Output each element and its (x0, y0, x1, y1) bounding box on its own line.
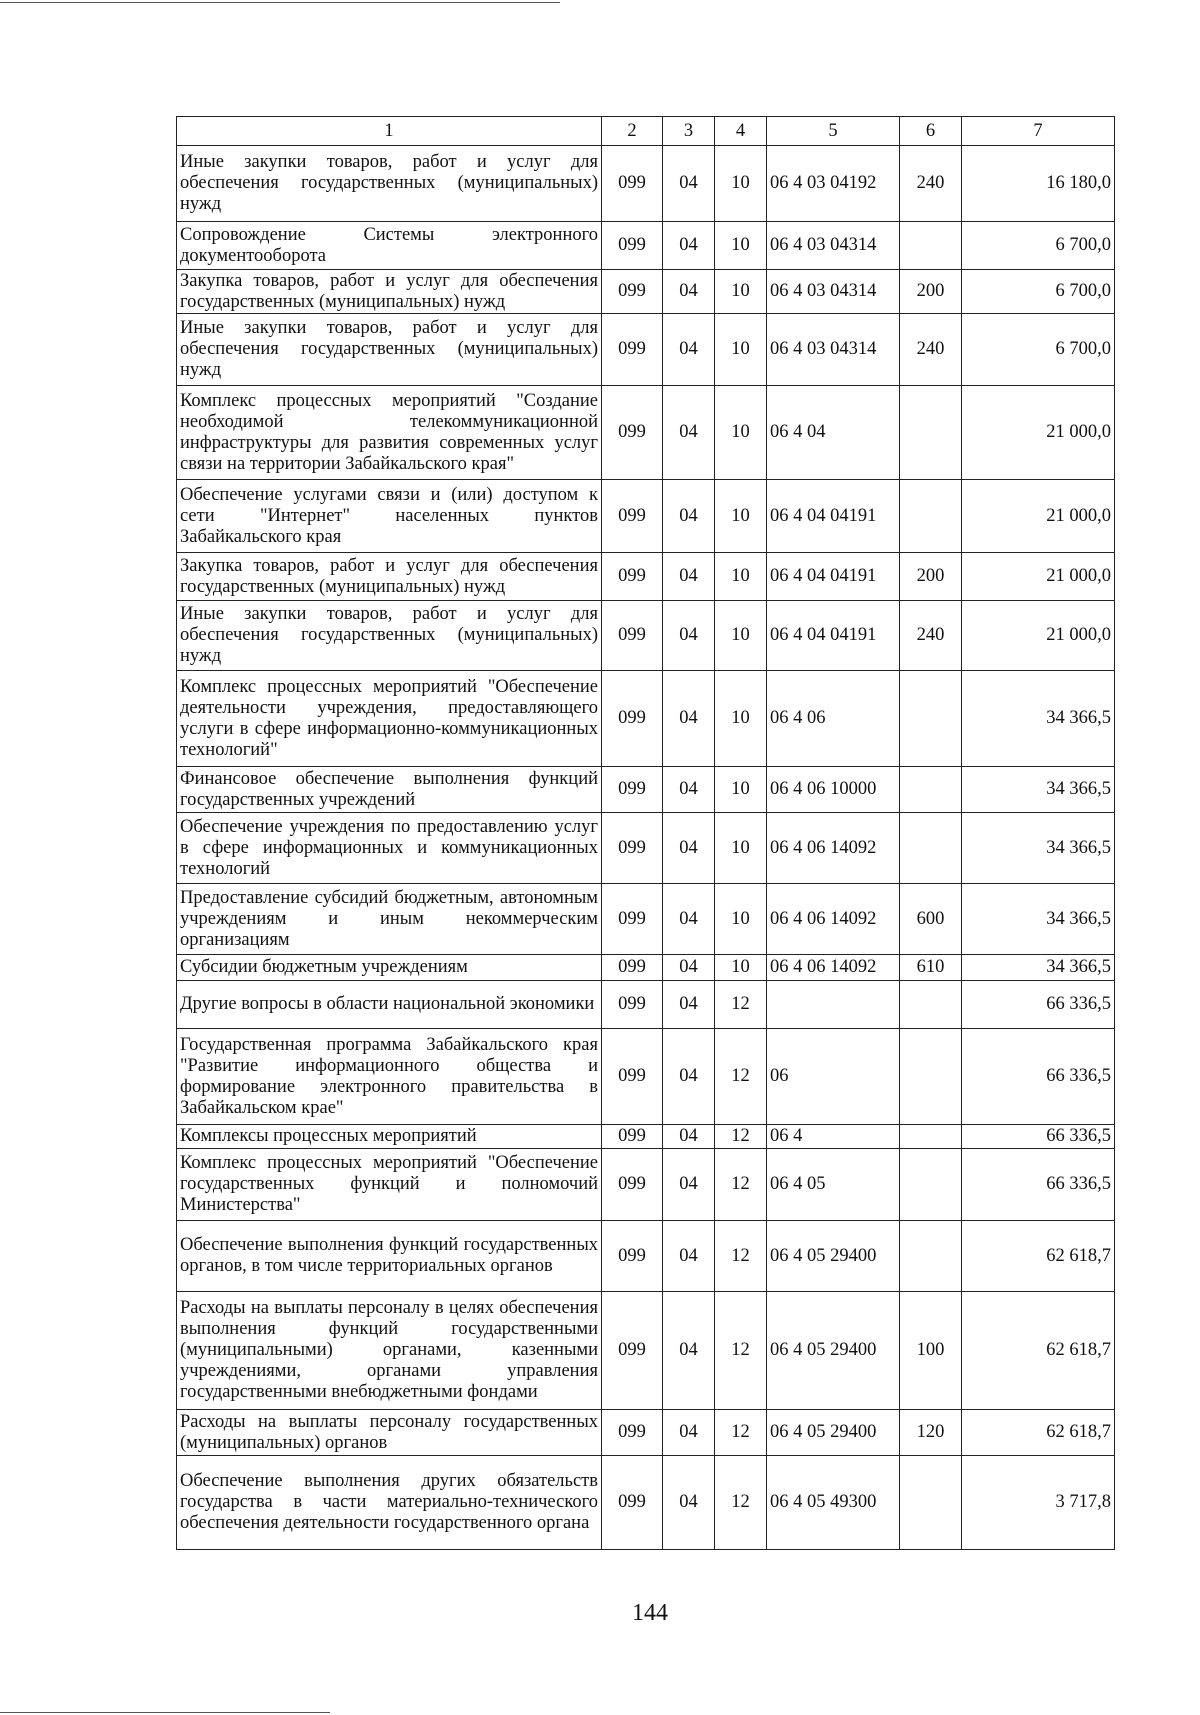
header-col-6: 6 (900, 117, 962, 146)
cell-col-6 (900, 1221, 962, 1292)
cell-col-7: 62 618,7 (962, 1292, 1115, 1410)
cell-col-3: 04 (663, 671, 715, 767)
cell-name: Закупка товаров, работ и услуг для обеспечения государственных (муниципальных) нужд (177, 553, 602, 601)
cell-col-2: 099 (602, 767, 663, 813)
cell-col-4: 12 (715, 1125, 767, 1149)
scan-top-rule (0, 2, 560, 3)
cell-col-5: 06 4 05 29400 (767, 1410, 900, 1456)
table-row (177, 601, 1115, 671)
cell-col-3: 04 (663, 386, 715, 480)
cell-col-5: 06 4 03 04314 (767, 222, 900, 270)
cell-col-7: 34 366,5 (962, 767, 1115, 813)
header-col-1: 1 (177, 117, 602, 146)
cell-col-3: 04 (663, 1149, 715, 1221)
cell-col-3: 04 (663, 222, 715, 270)
cell-col-4: 10 (715, 955, 767, 981)
table-row (177, 1410, 1115, 1456)
cell-col-5: 06 4 04 04191 (767, 480, 900, 553)
cell-col-5: 06 4 04 04191 (767, 601, 900, 671)
cell-col-4: 12 (715, 1029, 767, 1125)
cell-col-3: 04 (663, 601, 715, 671)
table-row (177, 1125, 1115, 1149)
cell-col-2: 099 (602, 1029, 663, 1125)
cell-col-6: 240 (900, 601, 962, 671)
cell-name: Расходы на выплаты персоналу государственных (муниципальных) органов (177, 1410, 602, 1456)
cell-col-3: 04 (663, 553, 715, 601)
cell-col-4: 10 (715, 601, 767, 671)
table-row (177, 671, 1115, 767)
cell-col-3: 04 (663, 314, 715, 386)
cell-col-4: 10 (715, 146, 767, 222)
cell-col-7: 34 366,5 (962, 671, 1115, 767)
cell-col-5: 06 4 05 (767, 1149, 900, 1221)
cell-col-2: 099 (602, 884, 663, 955)
cell-col-7: 34 366,5 (962, 884, 1115, 955)
table-row (177, 767, 1115, 813)
cell-col-2: 099 (602, 1292, 663, 1410)
table-row (177, 1456, 1115, 1550)
cell-col-7: 66 336,5 (962, 1149, 1115, 1221)
cell-col-6 (900, 1125, 962, 1149)
cell-col-6 (900, 1456, 962, 1550)
cell-col-7: 62 618,7 (962, 1410, 1115, 1456)
budget-table (176, 116, 1115, 1550)
table-row (177, 981, 1115, 1029)
cell-col-4: 10 (715, 813, 767, 884)
cell-col-5: 06 4 06 14092 (767, 955, 900, 981)
cell-name: Сопровождение Системы электронного документооборота (177, 222, 602, 270)
cell-col-4: 12 (715, 981, 767, 1029)
cell-col-7: 21 000,0 (962, 480, 1115, 553)
cell-col-5: 06 4 (767, 1125, 900, 1149)
cell-col-7: 34 366,5 (962, 955, 1115, 981)
cell-col-7: 66 336,5 (962, 1029, 1115, 1125)
cell-col-4: 10 (715, 386, 767, 480)
cell-col-4: 10 (715, 270, 767, 314)
cell-col-2: 099 (602, 1149, 663, 1221)
header-col-5: 5 (767, 117, 900, 146)
cell-col-2: 099 (602, 813, 663, 884)
header-row (177, 117, 1115, 146)
table-row (177, 480, 1115, 553)
cell-col-5: 06 4 05 29400 (767, 1292, 900, 1410)
cell-col-6 (900, 767, 962, 813)
cell-col-4: 10 (715, 767, 767, 813)
cell-col-3: 04 (663, 767, 715, 813)
cell-col-6 (900, 222, 962, 270)
cell-col-3: 04 (663, 270, 715, 314)
cell-col-3: 04 (663, 1456, 715, 1550)
cell-col-3: 04 (663, 1221, 715, 1292)
cell-col-6: 200 (900, 270, 962, 314)
cell-name: Комплексы процессных мероприятий (177, 1125, 602, 1149)
cell-name: Обеспечение выполнения функций государственных органов, в том числе территориальных органов (177, 1221, 602, 1292)
cell-col-2: 099 (602, 386, 663, 480)
table-row (177, 1292, 1115, 1410)
table-body (177, 146, 1115, 1550)
cell-col-5: 06 4 03 04314 (767, 314, 900, 386)
cell-col-4: 10 (715, 553, 767, 601)
cell-col-4: 10 (715, 480, 767, 553)
table-row (177, 314, 1115, 386)
cell-col-3: 04 (663, 981, 715, 1029)
cell-name: Другие вопросы в области национальной экономики (177, 981, 602, 1029)
cell-col-2: 099 (602, 480, 663, 553)
cell-col-3: 04 (663, 955, 715, 981)
cell-col-6: 600 (900, 884, 962, 955)
cell-col-5 (767, 981, 900, 1029)
cell-col-4: 12 (715, 1149, 767, 1221)
cell-col-3: 04 (663, 884, 715, 955)
cell-col-2: 099 (602, 1456, 663, 1550)
cell-col-2: 099 (602, 1221, 663, 1292)
cell-col-7: 66 336,5 (962, 981, 1115, 1029)
cell-col-7: 16 180,0 (962, 146, 1115, 222)
cell-col-3: 04 (663, 1410, 715, 1456)
cell-col-3: 04 (663, 813, 715, 884)
table-row (177, 1029, 1115, 1125)
cell-col-5: 06 4 04 04191 (767, 553, 900, 601)
table-row (177, 813, 1115, 884)
cell-col-4: 12 (715, 1410, 767, 1456)
cell-col-2: 099 (602, 981, 663, 1029)
cell-col-6 (900, 1149, 962, 1221)
cell-col-7: 21 000,0 (962, 553, 1115, 601)
cell-col-4: 12 (715, 1221, 767, 1292)
cell-col-6: 200 (900, 553, 962, 601)
cell-col-4: 12 (715, 1292, 767, 1410)
cell-col-3: 04 (663, 1125, 715, 1149)
cell-name: Государственная программа Забайкальского края "Развитие информационного общества и формирование электронного правительства в Забайкальском крае" (177, 1029, 602, 1125)
cell-col-7: 6 700,0 (962, 314, 1115, 386)
cell-name: Обеспечение учреждения по предоставлению услуг в сфере информационных и коммуникационных технологий (177, 813, 602, 884)
table-row (177, 955, 1115, 981)
header-col-2: 2 (602, 117, 663, 146)
header-col-7: 7 (962, 117, 1115, 146)
header-col-3: 3 (663, 117, 715, 146)
header-col-4: 4 (715, 117, 767, 146)
cell-col-2: 099 (602, 1410, 663, 1456)
cell-name: Предоставление субсидий бюджетным, автономным учреждениям и иным некоммерческим организациям (177, 884, 602, 955)
cell-col-5: 06 4 06 (767, 671, 900, 767)
table-row (177, 1221, 1115, 1292)
cell-name: Расходы на выплаты персоналу в целях обеспечения выполнения функций государственными (муниципальными) органами, казенными учреждениями, органами управления государственными внебюджетными фондами (177, 1292, 602, 1410)
cell-col-7: 3 717,8 (962, 1456, 1115, 1550)
cell-col-2: 099 (602, 222, 663, 270)
cell-name: Финансовое обеспечение выполнения функций государственных учреждений (177, 767, 602, 813)
cell-col-6: 240 (900, 314, 962, 386)
scan-bottom-rule (0, 1712, 330, 1713)
cell-col-6 (900, 386, 962, 480)
table-row (177, 222, 1115, 270)
cell-name: Закупка товаров, работ и услуг для обеспечения государственных (муниципальных) нужд (177, 270, 602, 314)
table-row (177, 386, 1115, 480)
cell-col-6 (900, 671, 962, 767)
cell-name: Обеспечение услугами связи и (или) доступом к сети "Интернет" населенных пунктов Забайкальского края (177, 480, 602, 553)
cell-col-5: 06 4 05 49300 (767, 1456, 900, 1550)
cell-col-5: 06 (767, 1029, 900, 1125)
cell-col-5: 06 4 06 14092 (767, 884, 900, 955)
cell-col-6 (900, 813, 962, 884)
cell-col-5: 06 4 05 29400 (767, 1221, 900, 1292)
cell-name: Субсидии бюджетным учреждениям (177, 955, 602, 981)
cell-col-4: 10 (715, 314, 767, 386)
cell-col-7: 21 000,0 (962, 386, 1115, 480)
cell-col-4: 10 (715, 671, 767, 767)
cell-name: Иные закупки товаров, работ и услуг для обеспечения государственных (муниципальных) нужд (177, 601, 602, 671)
cell-name: Обеспечение выполнения других обязательств государства в части материально-технического обеспечения деятельности государственного органа (177, 1456, 602, 1550)
cell-col-7: 6 700,0 (962, 270, 1115, 314)
cell-col-4: 10 (715, 222, 767, 270)
cell-name: Комплекс процессных мероприятий "Обеспечение государственных функций и полномочий Министерства" (177, 1149, 602, 1221)
table-row (177, 1149, 1115, 1221)
cell-name: Комплекс процессных мероприятий "Обеспечение деятельности учреждения, предоставляющего услуги в сфере информационно-коммуникационных технологий" (177, 671, 602, 767)
cell-col-2: 099 (602, 1125, 663, 1149)
cell-col-6 (900, 981, 962, 1029)
cell-col-2: 099 (602, 601, 663, 671)
cell-col-7: 21 000,0 (962, 601, 1115, 671)
cell-col-6 (900, 480, 962, 553)
cell-name: Комплекс процессных мероприятий "Создание необходимой телекоммуникационной инфраструктуры для развития современных услуг связи на территории Забайкальского края" (177, 386, 602, 480)
cell-col-5: 06 4 06 10000 (767, 767, 900, 813)
cell-col-3: 04 (663, 146, 715, 222)
cell-col-5: 06 4 04 (767, 386, 900, 480)
cell-col-3: 04 (663, 1292, 715, 1410)
table-row (177, 270, 1115, 314)
cell-col-4: 12 (715, 1456, 767, 1550)
cell-name: Иные закупки товаров, работ и услуг для обеспечения государственных (муниципальных) нужд (177, 146, 602, 222)
page-number: 144 (632, 1600, 668, 1626)
cell-col-6: 240 (900, 146, 962, 222)
cell-col-3: 04 (663, 480, 715, 553)
table-row (177, 884, 1115, 955)
cell-col-3: 04 (663, 1029, 715, 1125)
cell-col-2: 099 (602, 270, 663, 314)
table-row (177, 553, 1115, 601)
cell-col-2: 099 (602, 314, 663, 386)
cell-col-4: 10 (715, 884, 767, 955)
cell-col-2: 099 (602, 671, 663, 767)
cell-col-7: 66 336,5 (962, 1125, 1115, 1149)
cell-col-2: 099 (602, 553, 663, 601)
cell-col-6: 610 (900, 955, 962, 981)
cell-col-5: 06 4 06 14092 (767, 813, 900, 884)
cell-col-6: 120 (900, 1410, 962, 1456)
cell-col-7: 6 700,0 (962, 222, 1115, 270)
cell-name: Иные закупки товаров, работ и услуг для обеспечения государственных (муниципальных) нужд (177, 314, 602, 386)
cell-col-6 (900, 1029, 962, 1125)
table-row (177, 146, 1115, 222)
cell-col-5: 06 4 03 04314 (767, 270, 900, 314)
cell-col-7: 34 366,5 (962, 813, 1115, 884)
cell-col-6: 100 (900, 1292, 962, 1410)
cell-col-5: 06 4 03 04192 (767, 146, 900, 222)
cell-col-2: 099 (602, 146, 663, 222)
cell-col-2: 099 (602, 955, 663, 981)
cell-col-7: 62 618,7 (962, 1221, 1115, 1292)
